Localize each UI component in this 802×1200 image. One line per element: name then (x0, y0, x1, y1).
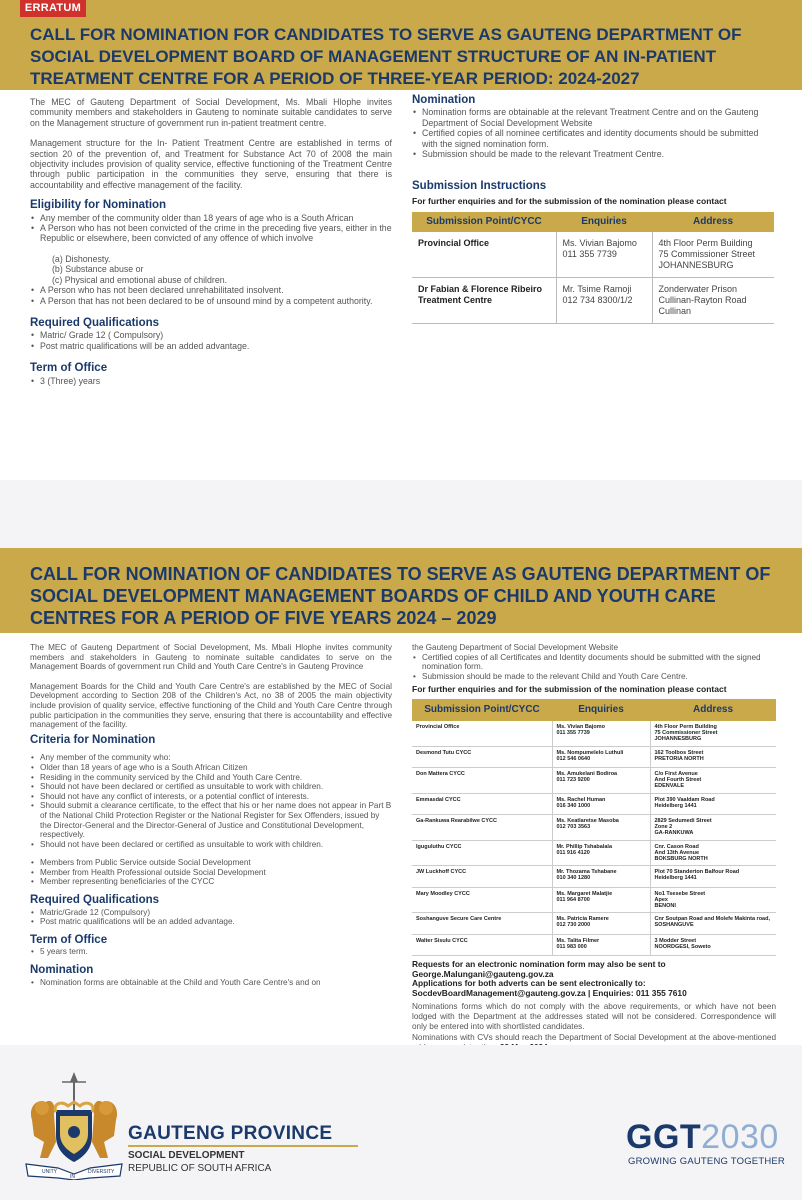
table-row (412, 278, 774, 324)
crest-motto-right: DIVERSITY (88, 1169, 115, 1175)
table-cell: Ms. Margaret Malatjie 011 964 8700 (552, 887, 650, 913)
table-cell: 2829 Sedumedi Street Zone 2 GA-RANKUWA (650, 814, 776, 840)
country-label: REPUBLIC OF SOUTH AFRICA (128, 1163, 272, 1174)
list-item: (b) Substance abuse or (52, 264, 144, 275)
crest-shield-icon (55, 1102, 93, 1162)
ad1-title-band (0, 0, 802, 90)
table-row (412, 887, 776, 913)
requests-line-2: Applications for both adverts can be sent electronically to: (412, 978, 646, 989)
ad2-nomination-heading: Nomination (30, 964, 94, 977)
table-row (412, 934, 776, 955)
crest-motto-mid: IN (70, 1174, 75, 1180)
list-item: • Nomination forms are obtainable at the relevant Treatment Centre and on the Gauteng Department of Social Development Website (412, 107, 774, 128)
table-cell: Emmasdal CYCC (412, 793, 552, 814)
table-cell: No1 Tsesebe Street Apex BENONI (650, 887, 776, 913)
table-row (412, 913, 776, 934)
table-cell: 162 Toolbos Street PRETORIA NORTH (650, 746, 776, 767)
list-item: • 3 (Three) years (30, 376, 392, 386)
list-item: • Post matric qualifications will be an added advantage. (30, 341, 392, 351)
ad1-intro: The MEC of Gauteng Department of Social Development, Ms. Mbali Hlophe invites community members and stakeholders in Gauteng to nominate suitable candidates to serve on the Management structure of government run in-patient treatment centre. (30, 97, 392, 128)
crest-motto-left: UNITY (42, 1169, 57, 1175)
table-cell: Provincial Office (412, 721, 552, 746)
ad2-nomination-cont: the Gauteng Department of Social Development Website (412, 643, 619, 652)
ad1-right-column (412, 95, 774, 324)
table-cell: Plot 70 Standerton Balfour Road Heidelberg 1441 (650, 866, 776, 887)
table-header-row (412, 212, 774, 232)
list-item: • Members from Public Service outside Social Development (30, 858, 392, 868)
table-cell: Ga-Rankuwa Rearabilwe CYCC (412, 814, 552, 840)
list-item: • Should not have been declared or certified as unsuitable to work with children. (30, 782, 392, 792)
ad2-intro: The MEC of Gauteng Department of Social Development, Ms. Mbali Hlophe invites community members and stakeholders in Gauteng to nominate suitable candidates to serve on the Management Boards of government run Child and Youth Care Centre's in Gauteng Province (30, 643, 392, 672)
ggt-year: 2030 (701, 1118, 779, 1156)
list-item: • Matric/Grade 12 (Compulsory) (30, 908, 392, 918)
crest-spear-icon (62, 1072, 86, 1112)
crest-lion-left-icon (31, 1101, 56, 1158)
table-row (412, 721, 776, 746)
ad1-title: CALL FOR NOMINATION FOR CANDIDATES TO SERVE AS GAUTENG DEPARTMENT OF SOCIAL DEVELOPMENT BOARD OF MANAGEMENT STRUCTURE OF AN IN-PATIENT TREATMENT CENTRE FOR A PERIOD OF THREE-YEAR PERIOD: 2024-2027 (30, 25, 742, 88)
table-row (412, 232, 774, 278)
gauteng-divider (128, 1145, 358, 1147)
table-cell: Desmond Tutu CYCC (412, 746, 552, 767)
ad1-term-list (30, 376, 392, 386)
ad1-nomination-list (412, 107, 774, 159)
table-cell: Ms. Rachel Human 016 340 1000 (552, 793, 650, 814)
table-row (412, 866, 776, 887)
list-item: • A Person that has not been declared to be of unsound mind by a competent authority. (30, 296, 392, 306)
list-item: • Matric/ Grade 12 ( Compulsory) (30, 330, 392, 340)
table-cell: Mr. Thozama Tshabane 010 340 1280 (552, 866, 650, 887)
table-cell: Mary Moodley CYCC (412, 887, 552, 913)
table-header: Submission Point/CYCC (412, 699, 552, 721)
ad1-nomination-heading: Nomination (412, 94, 476, 106)
table-row (412, 814, 776, 840)
table-header: Submission Point/CYCC (412, 212, 556, 232)
ad1-submission-heading: Submission Instructions (412, 180, 547, 193)
table-row (412, 767, 776, 793)
ad2-right-column (412, 643, 776, 1052)
table-header-row (412, 699, 776, 721)
list-item: • A Person who has not been convicted of the crime in the preceding five years, either in the Republic or elsewhere, been convicted of any offence of which involve (30, 223, 392, 244)
table-cell: 4th Floor Perm Building 75 Commissioner Street JOHANNESBURG (650, 721, 776, 746)
ad2-quals-list (30, 908, 392, 927)
table-cell: Ms. Amukelani Bodiroa 011 723 9200 (552, 767, 650, 793)
crest-lion-right-icon (92, 1101, 117, 1158)
ad2-nomination-list-2 (412, 653, 776, 682)
coat-of-arms-logo (22, 1072, 126, 1180)
table-header: Address (650, 699, 776, 721)
ad1-quals-list (30, 330, 392, 351)
list-item: • Certified copies of all nominee certificates and identity documents should be submitted with the signed nomination form. (412, 128, 774, 149)
ad1-left-column (30, 97, 392, 386)
table-cell: 3 Modder Street NOORDGESI, Soweto (650, 934, 776, 955)
table-cell: Walter Sisulu CYCC (412, 934, 552, 955)
table-cell: Don Mattera CYCC (412, 767, 552, 793)
table-cell: Mr. Phillip Tshabalala 011 916 4120 (552, 840, 650, 866)
list-item: (c) Physical and emotional abuse of children. (52, 274, 228, 285)
ad2-nomination-list (30, 978, 392, 988)
table-cell: Soshanguve Secure Care Centre (412, 913, 552, 934)
ad2-term-heading: Term of Office (30, 933, 108, 946)
ad2-para2: Management Boards for the Child and Youth Care Centre's are established by the MEC of Social Development according to Section 208 of the Children's Act, no 38 of 2005 the main objectivity include provision of quality service, effective functioning of the Child and Youth Care Centre through public participation in the communities they serve, ensuring that there is accountability and effective management of the facility. (30, 681, 392, 730)
table-cell: Ms. Nompumelelo Luthuli 012 546 0640 (552, 746, 650, 767)
erratum-badge: ERRATUM (20, 0, 86, 17)
list-item: • A Person who has not been declared unrehabilitated insolvent. (30, 285, 392, 295)
table-cell: Dr Fabian & Florence Ribeiro Treatment Centre (412, 278, 556, 324)
ad2-closing: Nominations forms which do not comply with the above requirements, or which have not been lodged with the Department at the addresses stated will not be considered. Correspondence will only be entered into with shortlisted candidates. (412, 1002, 776, 1031)
list-item: • Submission should be made to the relevant Treatment Centre. (412, 149, 774, 159)
table-cell: Mr. Tsime Ramoji 012 734 8300/1/2 (556, 278, 652, 324)
ad1-quals-heading: Required Qualifications (30, 316, 160, 329)
table-cell: Ms. Vivian Bajomo 011 355 7739 (552, 721, 650, 746)
table-cell: Cnr. Cason Road And 13th Avenue BOKSBURG NORTH (650, 840, 776, 866)
ad1-offences-list (30, 254, 392, 285)
ad1-contact-line: For further enquiries and for the submission of the nomination please contact (412, 195, 727, 206)
ad2-members-list (30, 858, 392, 887)
list-item: • Should not have been declared or certified as unsuitable to work with children. (30, 840, 392, 850)
list-item: • 5 years term. (30, 947, 392, 957)
table-cell: Provincial Office (412, 232, 556, 278)
table-cell: Ms. Vivian Bajomo 011 355 7739 (556, 232, 652, 278)
ggt-main: GGT (626, 1118, 702, 1156)
table-cell: Ms. Patricia Ramere 012 730 2000 (552, 913, 650, 934)
requests-line-1: Requests for an electronic nomination form may also be sent to (412, 958, 666, 969)
ad1-term-heading: Term of Office (30, 362, 108, 375)
ad2-quals-heading: Required Qualifications (30, 894, 160, 907)
ad1-para2: Management structure for the In- Patient Treatment Centre are established in terms of section 20 of the prevention of, and Treatment for Substance Act 70 of 2008 the main objectivity includes provision of quality service, effective functioning of the Treatment Centre through public participation in the communities they serve, ensuring that there is accountability and effective management of the facility. (30, 138, 392, 190)
list-item: • Certified copies of all Certificates and Identity documents should be submitted with the signed nomination form. (412, 653, 776, 672)
ad2-closing-2-text: Nominations with CVs should reach the Department of Social Development at the above-mentioned (412, 1033, 776, 1043)
table-cell: Ms. Keatlaretse Masoba 012 703 3563 (552, 814, 650, 840)
list-item: • Any member of the community older than 18 years of age who is a South African (30, 213, 392, 223)
ad2-title-band (0, 548, 802, 633)
table-header: Enquiries (556, 212, 652, 232)
table-cell: Iguguluthu CYCC (412, 840, 552, 866)
table-cell: JW Luckhoff CYCC (412, 866, 552, 887)
ad2-contact-line: For further enquiries and for the submission of the nomination please contact (412, 684, 727, 695)
ad1-eligibility-list-2 (30, 285, 392, 306)
ad2-criteria-list (30, 753, 392, 849)
ad2-requests (412, 960, 776, 998)
ad1-eligibility-heading: Eligibility for Nomination (30, 199, 167, 212)
requests-line-3[interactable]: SocdevBoardManagement@gauteng.gov.za | Enquiries: 011 355 7610 (412, 987, 687, 998)
ad2-criteria-heading: Criteria for Nomination (30, 733, 156, 746)
list-item: • Nomination forms are obtainable at the Child and Youth Care Centre's and on (30, 978, 392, 988)
list-item: • Should submit a clearance certificate, to the effect that his or her name does not appear in Part B of the National Child Protection Register or the National Register for Sex Offenders, issued by the Director-General and the Director-General of Justice and Constitutional Development, respectively. (30, 801, 392, 839)
table-row (412, 840, 776, 866)
ad2-term-list (30, 947, 392, 957)
list-item: • Should not have any conflict of interests, or a potential conflict of interests. (30, 792, 392, 802)
department-label: SOCIAL DEVELOPMENT (128, 1150, 245, 1161)
ad2-title: CALL FOR NOMINATION OF CANDIDATES TO SERVE AS GAUTENG DEPARTMENT OF SOCIAL DEVELOPMENT MANAGEMENT BOARDS OF CHILD AND YOUTH CARE CENTRES FOR A PERIOD OF FIVE YEARS 2024 – 2029 (30, 564, 771, 628)
ggt-tagline: GROWING GAUTENG TOGETHER (628, 1156, 785, 1167)
table-cell: C/o First Avenue And Fourth Street EDENVALE (650, 767, 776, 793)
list-item: • Member from Health Professional outside Social Development (30, 868, 392, 878)
ad2-submission-table (412, 699, 776, 956)
table-header: Enquiries (552, 699, 650, 721)
table-cell: Ms. Talita Filmer 011 983 000 (552, 934, 650, 955)
table-cell: Plot 390 Vaaldam Road Heidelberg 1441 (650, 793, 776, 814)
gauteng-province-label: GAUTENG PROVINCE (128, 1123, 333, 1144)
list-item: • Post matric qualifications will be an added advantage. (30, 917, 392, 927)
list-item: • Submission should be made to the relevant Child and Youth Care Centre. (412, 672, 776, 682)
list-item: • Member representing beneficiaries of the CYCC (30, 877, 392, 887)
table-cell: 4th Floor Perm Building 75 Commissioner Street JOHANNESBURG (652, 232, 774, 278)
table-row (412, 793, 776, 814)
list-item: • Older than 18 years of age who is a South African Citizen (30, 763, 392, 773)
list-item: • Any member of the community who: (30, 753, 392, 763)
table-cell: Zonderwater Prison Cullinan-Rayton Road Cullinan (652, 278, 774, 324)
ad2-left-column (30, 643, 392, 987)
table-header: Address (652, 212, 774, 232)
crest-motto-banner (26, 1164, 122, 1180)
ad1-eligibility-list (30, 213, 392, 244)
requests-email[interactable]: George.Malungani@gauteng.gov.za (412, 968, 554, 979)
ad1-submission-table (412, 212, 774, 324)
table-row (412, 746, 776, 767)
ggt2030-logo (626, 1118, 779, 1157)
table-cell: Cnr Soutpan Road and Molefe Makinta road, SOSHANGUVE (650, 913, 776, 934)
list-item: (a) Dishonesty. (52, 253, 111, 264)
list-item: • Residing in the community serviced by the Child and Youth Care Centre. (30, 773, 392, 783)
